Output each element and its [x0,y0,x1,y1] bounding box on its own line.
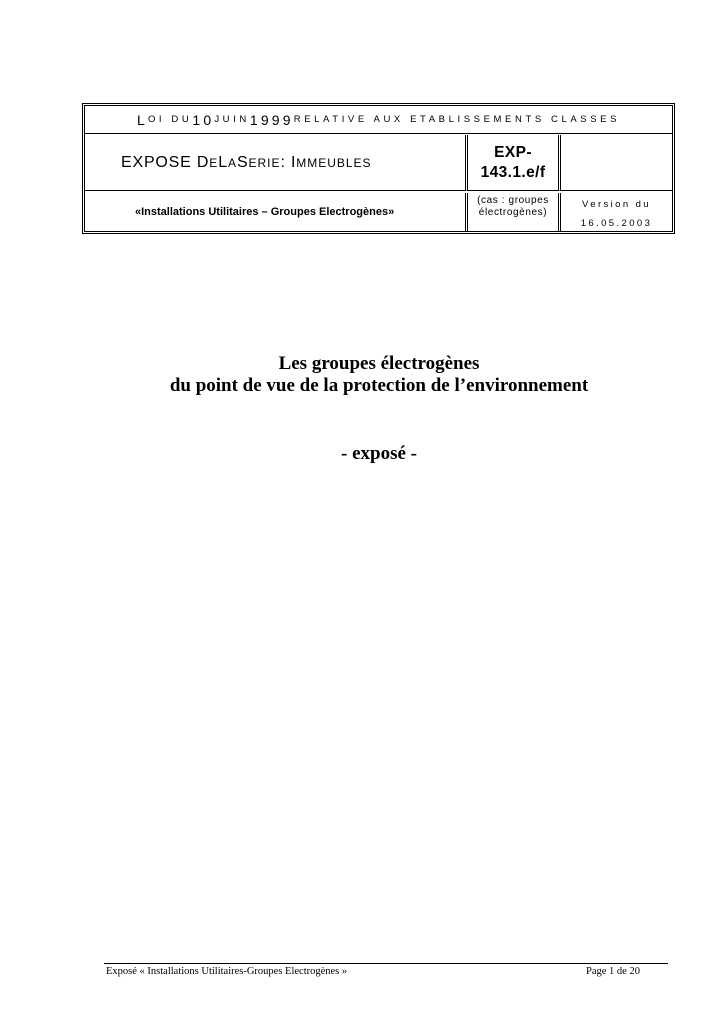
law-text-part: JUIN [214,114,250,125]
document-code [468,135,561,191]
law-text-part: 1999 [249,111,294,128]
series-text-part: EXPOSE D [121,153,210,171]
case-note-line: (cas : groupes [477,195,549,206]
series-text-part: E [209,155,219,170]
series-text-part: : I [280,153,297,171]
case-note-line: électrogènes) [478,207,548,218]
document-title-line-2: du point de vue de la protection de l’environnement [169,375,589,396]
version-info [561,193,672,231]
series-text-part: L [218,153,228,171]
installation-subtitle: «Installations Utilitaires – Groupes Electrogènes» [85,193,468,231]
footer-page-number: Page 1 de 20 [586,966,640,977]
series-text-part: ERIE [248,155,281,170]
document-code-line: 143.1.e/f [480,163,546,181]
law-reference-line [85,106,672,134]
series-title [85,135,468,191]
law-text-part: RELATIVE AUX ETABLISSEMENTS CLASSES [293,114,621,125]
header-table [82,103,675,234]
footer-divider [104,963,668,964]
document-type-label: - exposé - [341,443,417,464]
law-text-part: OI DU [147,114,193,125]
version-date: 16.05.2003 [580,218,653,229]
series-text-part: MMEUBLES [296,155,372,170]
case-note [468,193,561,231]
empty-cell [561,135,672,191]
law-text-part: 10 [192,111,215,128]
series-text-part: S [236,153,249,171]
series-text-part: A [227,155,237,170]
law-text-part: L [136,111,148,128]
document-title-line-1: Les groupes électrogènes [278,353,480,374]
document-code-line: EXP- [494,143,532,161]
version-label: Version du [582,199,651,210]
footer-document-name: Exposé « Installations Utilitaires-Groupes Electrogènes » [106,966,348,977]
